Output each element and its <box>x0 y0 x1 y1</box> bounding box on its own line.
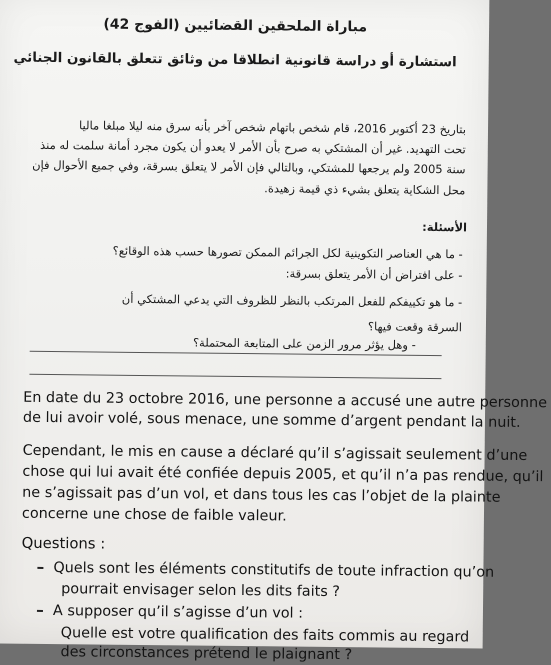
arabic-question: - وهل يؤثر مرور الزمن على المتابعة المحتملة؟ <box>192 335 416 352</box>
french-question-continuation: pourrait envisager selon les dits faits ? <box>61 581 341 601</box>
dash-bullet <box>37 567 43 569</box>
french-questions-heading: Questions : <box>21 534 106 553</box>
arabic-paragraph-line: سنة 2005 ولم يرجعها للمشتكي، وبالتالي فإن الأمر لا يتعلق بسرقة، وفي جميع الأحوال فإن <box>32 157 466 177</box>
french-paragraph-line: Cependant, le mis en cause a déclaré qu’il s’agissait seulement d’une <box>22 442 528 465</box>
arabic-question: - ما هي العناصر التكوينية لكل الجرائم الممكن تصورها حسب هذه الوقائع؟ <box>112 243 463 262</box>
arabic-question: - على افتراض أن الأمر يتعلق بسرقة: <box>285 266 463 283</box>
answer-line <box>30 351 442 356</box>
arabic-questions-heading: الأسئلة: <box>422 219 468 235</box>
french-question-text: A supposer qu’il s’agisse d’un vol : <box>52 603 304 622</box>
french-paragraph-line: concerne une chose de faible valeur. <box>21 505 287 525</box>
arabic-paragraph-line: بتاريخ 23 أكتوبر 2016، قام شخص باتهام شخص آخر بأنه سرق منه ليلا مبلغا ماليا <box>79 118 467 137</box>
arabic-paragraph-line: تحت التهديد. غير أن المشتكي به صرح بأن الأمر لا يعدو أن يكون مجرد أمانة سلمت له منذ <box>40 137 466 157</box>
arabic-title-line2: استشارة أو دراسة قانونية انطلاقا من وثائق تتعلق بالقانون الجنائي <box>13 49 457 71</box>
french-question-continuation: des circonstances prétend le plaignant ? <box>60 644 353 664</box>
french-question <box>37 603 303 622</box>
french-paragraph-line: En date du 23 octobre 2016, une personne a accusé une autre personne <box>23 389 548 412</box>
french-paragraph-line: chose qui lui avait été confiée depuis 2005, et qu’il n’a pas rendue, qu’il <box>22 463 544 486</box>
answer-line <box>29 374 441 379</box>
arabic-question: - ما هو تكييفكم للفعل المرتكب بالنظر للظروف التي يدعي المشتكي أن <box>121 291 463 310</box>
french-paragraph-line: de lui avoir volé, sous menace, une somme d’argent pendant la nuit. <box>22 409 521 431</box>
french-paragraph-line: ne s’agissait pas d’un vol, et dans tous les cas l’objet de la plainte <box>22 484 501 506</box>
arabic-question-continuation: السرقة وقعت فيها؟ <box>367 319 463 335</box>
dash-bullet <box>37 610 43 612</box>
arabic-title-line1: مباراة الملحقين القضائيين (الفوج 42) <box>103 16 368 36</box>
french-question-text: Quels sont les éléments constitutifs de toute infraction qu’on <box>53 560 495 581</box>
french-question: Quelle est votre qualification des faits commis au regard <box>60 625 470 646</box>
arabic-paragraph-line: محل الشكاية يتعلق بشيء ذي قيمة زهيدة. <box>264 181 466 198</box>
french-question <box>37 560 494 581</box>
